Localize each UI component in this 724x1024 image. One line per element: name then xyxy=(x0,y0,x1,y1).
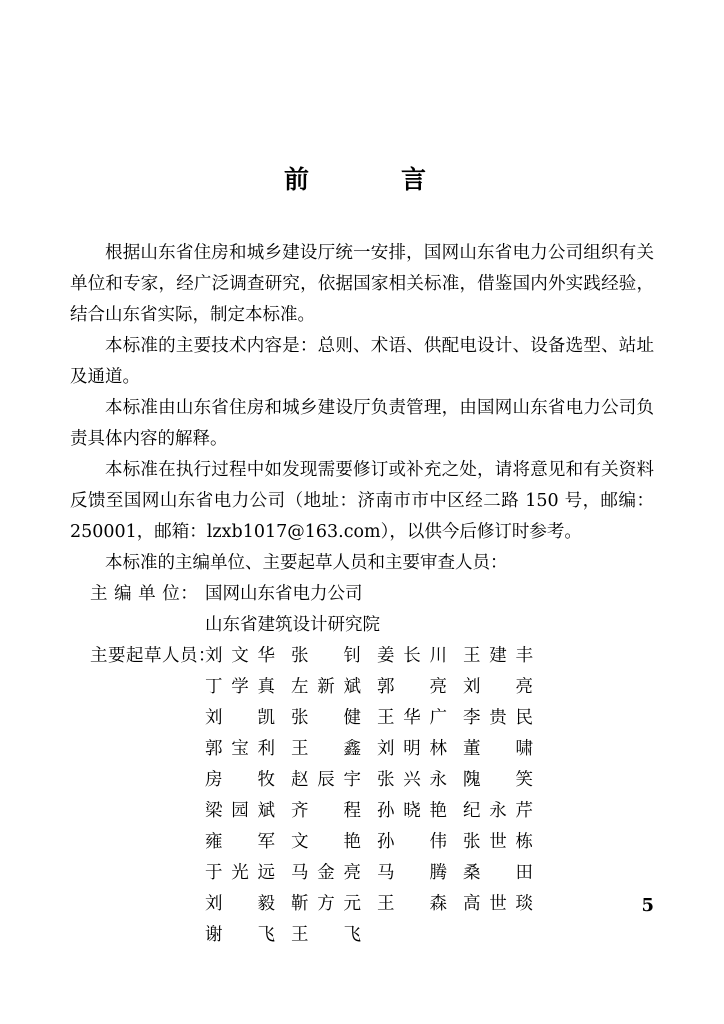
drafters-row xyxy=(70,889,654,920)
drafter-name: 谢 飞 xyxy=(205,925,275,945)
drafters-row xyxy=(70,765,654,796)
drafter-name: 张世栋 xyxy=(463,832,533,852)
drafters-names-row xyxy=(205,858,654,889)
drafter-name: 董 啸 xyxy=(463,739,533,759)
drafter-name: 张兴永 xyxy=(377,770,447,790)
drafter-name: 刘 毅 xyxy=(205,894,275,914)
drafters-names-row xyxy=(205,796,654,827)
credit-row-chief-editor xyxy=(70,579,654,610)
drafters-row xyxy=(70,858,654,889)
drafter-name: 纪永芹 xyxy=(463,801,533,821)
drafter-name: 左新斌 xyxy=(291,677,361,697)
paragraph-3: 本标准由山东省住房和城乡建设厅负责管理，由国网山东省电力公司负责具体内容的解释。 xyxy=(70,398,654,449)
drafter-name: 隗 笑 xyxy=(463,770,533,790)
drafter-name: 文 艳 xyxy=(291,832,361,852)
drafter-name: 雍 军 xyxy=(205,832,275,852)
drafter-name: 郭宝利 xyxy=(205,739,275,759)
drafter-name: 张 健 xyxy=(291,708,361,728)
drafter-name: 马 腾 xyxy=(377,863,447,883)
drafter-name: 刘文华 xyxy=(205,646,275,666)
credit-value: 山东省建筑设计研究院 xyxy=(205,615,380,635)
credit-row-co-editor xyxy=(70,610,654,641)
drafter-name: 桑 田 xyxy=(463,863,533,883)
page-title: 前 言 xyxy=(283,165,440,194)
drafter-name: 马金亮 xyxy=(291,863,361,883)
page-number: 5 xyxy=(641,895,654,916)
drafter-name: 丁学真 xyxy=(205,677,275,697)
drafters-names-row xyxy=(205,889,654,920)
drafter-name: 高世琰 xyxy=(463,894,533,914)
drafter-name: 齐 程 xyxy=(291,801,361,821)
drafter-name: 房 牧 xyxy=(205,770,275,790)
drafter-name: 王 飞 xyxy=(291,925,361,945)
drafter-name: 李贵民 xyxy=(463,708,533,728)
drafters-row xyxy=(70,703,654,734)
drafters-row xyxy=(70,920,654,951)
drafter-name: 孙晓艳 xyxy=(377,801,447,821)
credits-block xyxy=(70,579,654,951)
paragraph-2: 本标准的主要技术内容是：总则、术语、供配电设计、设备选型、站址及通道。 xyxy=(70,336,654,387)
paragraph-4: 本标准在执行过程中如发现需要修订或补充之处，请将意见和有关资料反馈至国网山东省电力公司（地址：济南市市中区经二路 150 号，邮编：250001，邮箱：lzxb1017@163.com），以供今后修订时参考。 xyxy=(70,460,654,542)
drafters-row xyxy=(70,796,654,827)
drafters-row xyxy=(70,672,654,703)
drafter-name: 梁园斌 xyxy=(205,801,275,821)
drafter-name: 王 鑫 xyxy=(291,739,361,759)
drafter-name: 刘 凯 xyxy=(205,708,275,728)
drafter-name: 王华广 xyxy=(377,708,447,728)
credit-value: 国网山东省电力公司 xyxy=(205,584,363,604)
drafters-row xyxy=(70,641,654,672)
drafter-name: 刘 亮 xyxy=(463,677,533,697)
drafter-name: 王建丰 xyxy=(463,646,533,666)
drafter-name: 赵辰宇 xyxy=(291,770,361,790)
credit-label: 主 编 单 位： xyxy=(90,584,199,604)
drafter-name: 张 钊 xyxy=(291,646,361,666)
drafters-names-row xyxy=(205,827,654,858)
drafter-name: 于光远 xyxy=(205,863,275,883)
drafter-name: 郭 亮 xyxy=(377,677,447,697)
drafters-names-row xyxy=(205,765,654,796)
drafters-row xyxy=(70,827,654,858)
drafter-name: 姜长川 xyxy=(377,646,447,666)
drafters-names-row xyxy=(205,703,654,734)
drafters-names-row xyxy=(205,641,654,672)
paragraph-5: 本标准的主编单位、主要起草人员和主要审查人员： xyxy=(105,553,508,573)
drafter-name: 孙 伟 xyxy=(377,832,447,852)
foreword-body xyxy=(70,238,654,579)
drafters-names-row xyxy=(205,734,654,765)
drafters-names-row xyxy=(205,672,654,703)
drafter-name: 王 森 xyxy=(377,894,447,914)
page-content xyxy=(70,0,654,1024)
drafters-row xyxy=(70,734,654,765)
drafter-name: 刘明林 xyxy=(377,739,447,759)
drafter-name: 靳方元 xyxy=(291,894,361,914)
drafters-label: 主要起草人员： xyxy=(90,646,216,666)
paragraph-1: 根据山东省住房和城乡建设厅统一安排，国网山东省电力公司组织有关单位和专家，经广泛调查研究，依据国家相关标准，借鉴国内外实践经验，结合山东省实际，制定本标准。 xyxy=(70,243,654,325)
drafters-names-row xyxy=(205,920,654,951)
